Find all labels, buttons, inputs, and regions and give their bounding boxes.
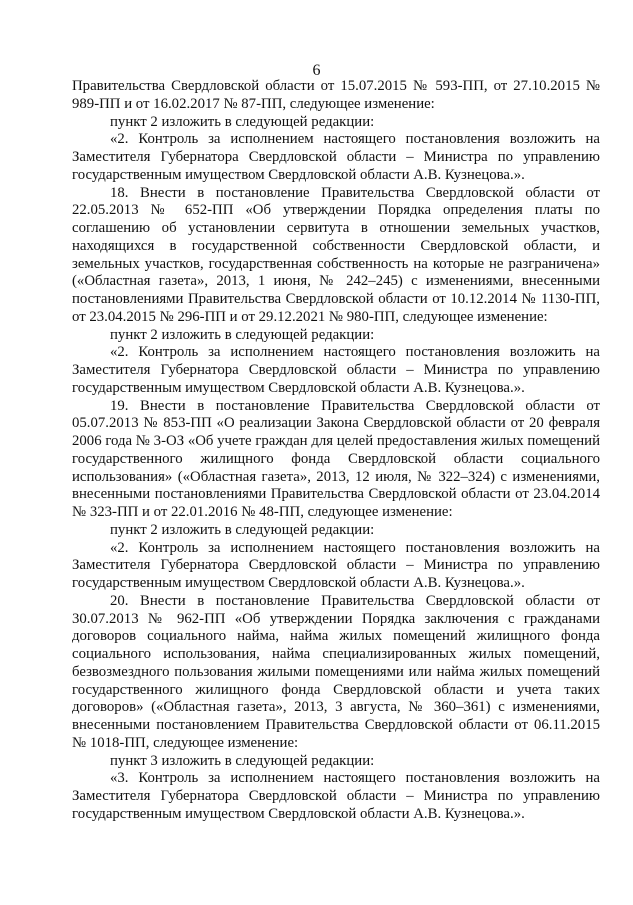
paragraph-instruction: пункт 2 изложить в следующей редакции: <box>110 326 375 343</box>
paragraph-instruction: пункт 3 изложить в следующей редакции: <box>110 752 375 769</box>
paragraph-quoted-clause: «2. Контроль за исполнением настоящего постановления возложить на Заместителя Губернатора Свердловской области – Министра по управлению государственным имуществом Свердловской области А.В. Кузнецова.». <box>72 131 600 183</box>
document-body <box>72 78 600 824</box>
paragraph-item-18: 18. Внести в постановление Правительства Свердловской области от 22.05.2013 № 652-ПП «Об утверждении Порядка определения платы по соглашению об установлении сервитута в отношении земельных участков, находящихся в государственной собственности Свердловской области, и земельных участков, государственная собственность на которые не разграничена» («Областная газета», 2013, 1 июня, № 242–245) с изменениями, внесенными постановлениями Правительства Свердловской области от 10.12.2014 № 1130-ПП, от 23.04.2015 № 296-ПП и от 29.12.2021 № 980-ПП, следующее изменение: <box>72 184 600 325</box>
paragraph-item-19: 19. Внести в постановление Правительства Свердловской области от 05.07.2013 № 853-ПП «О реализации Закона Свердловской области от 20 февраля 2006 года № 3-ОЗ «Об учете граждан для целей предоставления жилых помещений государственного жилищного фонда Свердловской области социального использования» («Областная газета», 2013, 12 июля, № 322–324) с изменениями, внесенными постановлениями Правительства Свердловской области от 23.04.2014 № 323-ПП и от 22.01.2016 № 48-ПП, следующее изменение: <box>72 397 600 520</box>
paragraph-instruction: пункт 2 изложить в следующей редакции: <box>110 521 375 538</box>
paragraph-continuation: Правительства Свердловской области от 15.07.2015 № 593-ПП, от 27.10.2015 № 989-ПП и от 16.02.2017 № 87-ПП, следующее изменение: <box>72 78 600 112</box>
paragraph-quoted-clause: «2. Контроль за исполнением настоящего постановления возложить на Заместителя Губернатора Свердловской области – Министра по управлению государственным имуществом Свердловской области А.В. Кузнецова.». <box>72 539 600 591</box>
paragraph-item-20: 20. Внести в постановление Правительства Свердловской области от 30.07.2013 № 962-ПП «Об утверждении Порядка заключения с гражданами договоров социального найма, найма жилых помещений жилищного фонда социального использования, найма специализированных жилых помещений, безвозмездного пользования жилыми помещениями или найма жилых помещений государственного жилищного фонда Свердловской области и учета таких договоров» («Областная газета», 2013, 3 августа, № 360–361) с изменениями, внесенными постановлением Правительства Свердловской области от 06.11.2015 № 1018-ПП, следующее изменение: <box>72 592 600 751</box>
paragraph-quoted-clause: «2. Контроль за исполнением настоящего постановления возложить на Заместителя Губернатора Свердловской области – Министра по управлению государственным имуществом Свердловской области А.В. Кузнецова.». <box>72 344 600 396</box>
paragraph-quoted-clause: «3. Контроль за исполнением настоящего постановления возложить на Заместителя Губернатора Свердловской области – Министра по управлению государственным имуществом Свердловской области А.В. Кузнецова.». <box>72 770 600 822</box>
page-number: 6 <box>312 62 321 79</box>
paragraph-instruction: пункт 2 изложить в следующей редакции: <box>110 113 375 130</box>
